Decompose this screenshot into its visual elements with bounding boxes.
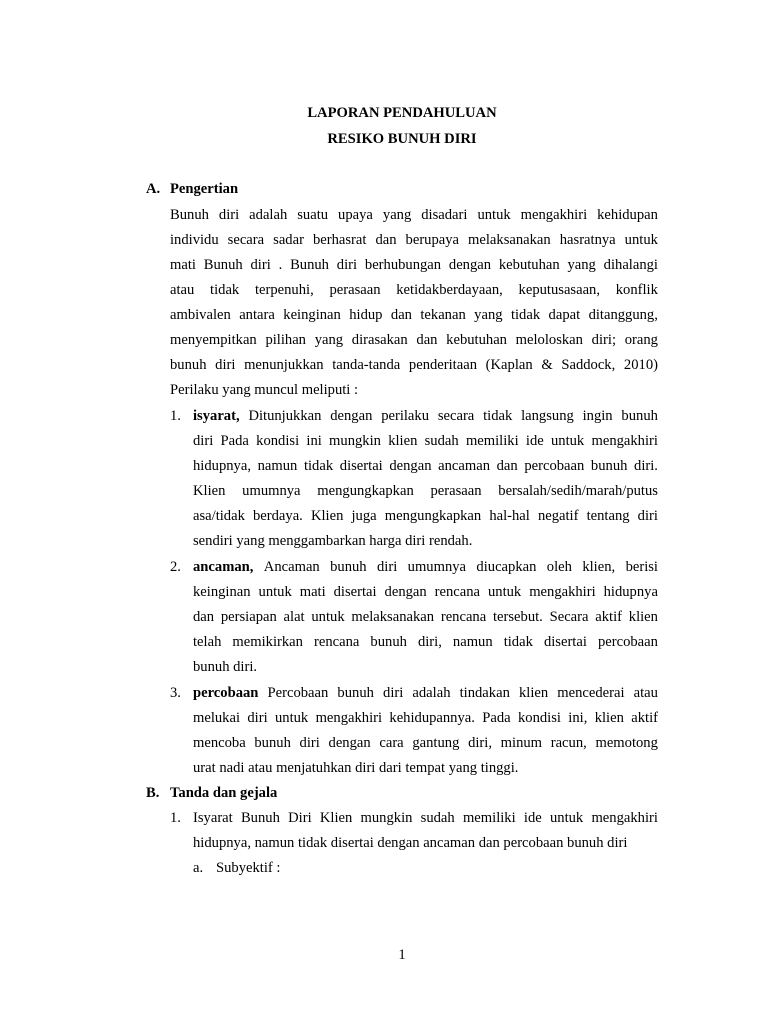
word: bunuh [370, 634, 407, 650]
word: sudah [420, 810, 455, 826]
list-item-line: bunuh diri. [193, 659, 258, 675]
word: . [278, 257, 283, 273]
word: hidupnya [603, 584, 658, 600]
word: diri [218, 207, 240, 223]
word: adalah [412, 685, 451, 701]
word: untuk [487, 584, 522, 600]
word: rencana [440, 609, 487, 625]
word: hasratnya [559, 232, 616, 248]
word: disertai [333, 584, 377, 600]
word: yang [382, 207, 412, 223]
word: kebutuhan [446, 332, 507, 348]
list-number: 2. [170, 559, 181, 575]
word: aktif [595, 609, 622, 625]
word: pilihan [265, 332, 306, 348]
word: tekanan [420, 307, 466, 323]
word: dengan [330, 408, 373, 424]
paragraph-line [170, 206, 658, 224]
list-item-term: isyarat, [193, 408, 240, 424]
word: diri [383, 685, 404, 701]
word: yang [474, 307, 503, 323]
word: Bunuh [203, 257, 243, 273]
word: mengungkapkan [384, 508, 482, 524]
word: Diri [288, 810, 312, 826]
word: terpenuhi, [254, 282, 314, 298]
word: adalah [249, 207, 288, 223]
word: 2010) [623, 357, 658, 373]
word: & [541, 357, 553, 373]
word: menunjukkan [244, 357, 324, 373]
paragraph-line [170, 306, 658, 324]
list-item-line [193, 457, 658, 475]
word: persiapan [220, 609, 277, 625]
word: tidak [503, 634, 533, 650]
list-item-first-line [193, 407, 658, 425]
word: menyempitkan [170, 332, 257, 348]
paragraph-line [170, 281, 658, 299]
paragraph-line [170, 356, 658, 374]
word: Bunuh [240, 810, 280, 826]
word: kondisi [517, 710, 561, 726]
word: suatu [297, 207, 329, 223]
word: dan [375, 232, 397, 248]
list-item-line: urat nadi atau menjatuhkan diri dari tempat yang tinggi. [193, 760, 519, 776]
word: dapat [548, 307, 581, 323]
word: minum [500, 735, 543, 751]
word: mencoba [193, 735, 246, 751]
word: bunuh [254, 735, 291, 751]
word: hidupnya, [193, 458, 251, 474]
word: keinginan [283, 307, 341, 323]
word: dihalangi [603, 257, 658, 273]
word: dengan [389, 458, 432, 474]
word: ide [523, 810, 542, 826]
word: tidak [210, 282, 240, 298]
word: bunuh [170, 357, 207, 373]
word: ditanggung, [588, 307, 658, 323]
word: berhasrat [312, 232, 367, 248]
word: memiliki [465, 433, 519, 449]
word: yang [567, 257, 596, 273]
word: untuk [550, 433, 585, 449]
word: rencana [434, 584, 481, 600]
word: memiliki [462, 810, 516, 826]
word: diri [250, 257, 271, 273]
word: berisi [625, 559, 658, 575]
word: percobaan [597, 634, 658, 650]
word: Secara [549, 609, 589, 625]
word: mengakhiri [529, 584, 596, 600]
word: diri [247, 710, 268, 726]
word: tentang [586, 508, 630, 524]
word: konflik [615, 282, 658, 298]
paragraph-line [170, 256, 658, 274]
word: rencana [314, 634, 360, 650]
word: mungkin [329, 433, 381, 449]
word: bersalah/sedih/marah/putus [498, 483, 658, 499]
word: umumnya [242, 483, 301, 499]
word: mencederai [557, 685, 625, 701]
word: klien [518, 685, 549, 701]
word: dengan [328, 735, 371, 751]
word: ancaman [438, 458, 490, 474]
word: melaksanakan [351, 609, 435, 625]
word: secara [227, 232, 265, 248]
word: berdaya. [252, 508, 303, 524]
sublist-item: Subyektif : [216, 860, 281, 876]
word: alat [283, 609, 305, 625]
word: cara [379, 735, 404, 751]
word: mengungkapkan [317, 483, 414, 499]
list-item-line [193, 809, 658, 827]
word: umumnya [407, 559, 467, 575]
list-item-line [193, 507, 658, 525]
word: mungkin [360, 810, 413, 826]
word: mati [170, 257, 196, 273]
word: atau [633, 685, 658, 701]
word: yang [314, 332, 344, 348]
list-item-line [193, 432, 658, 450]
word: bunuh [337, 685, 374, 701]
word: Klien [319, 810, 353, 826]
word: diri [637, 508, 658, 524]
word: diri [376, 559, 398, 575]
word: tindakan [459, 685, 510, 701]
list-item-line: hidupnya, namun tidak disertai dengan ancaman dan percobaan bunuh diri [193, 835, 628, 851]
page-number: 1 [398, 947, 406, 963]
word: gantung [412, 735, 460, 751]
word: dan [390, 307, 412, 323]
list-number: 1. [170, 408, 181, 424]
word: memotong [595, 735, 658, 751]
list-item-term: ancaman, [193, 559, 254, 575]
list-item-line [193, 633, 658, 651]
word: oleh [546, 559, 572, 575]
word: diri, [417, 634, 442, 650]
word: Klien [193, 483, 226, 499]
word: bunuh [330, 559, 367, 575]
word: tanda-tanda [332, 357, 401, 373]
word: negatif [537, 508, 579, 524]
word: untuk [258, 584, 292, 600]
word: namun [452, 634, 493, 650]
word: berupaya [405, 232, 460, 248]
word: diucapkan [476, 559, 537, 575]
word: bunuh [590, 458, 628, 474]
word: diri [299, 735, 320, 751]
word: individu [170, 232, 219, 248]
list-item-line [193, 734, 658, 752]
word: berhubungan [364, 257, 442, 273]
word: (Kaplan [485, 357, 533, 373]
list-item-first-line [193, 684, 658, 702]
word: Bunuh [170, 207, 209, 223]
word: aktif [631, 710, 658, 726]
word: orang [624, 332, 658, 348]
word: hal-hal [489, 508, 530, 524]
word: meloloskan [515, 332, 583, 348]
section-a-heading: Pengertian [170, 181, 239, 197]
word: memikirkan [232, 634, 303, 650]
word: penderitaan [408, 357, 477, 373]
word: klien [388, 433, 418, 449]
word: Bunuh [290, 257, 329, 273]
list-item-line [193, 482, 658, 500]
word: juga [351, 508, 377, 524]
word: mati [299, 584, 326, 600]
word: dan [193, 609, 215, 625]
section-b-marker: B. [146, 785, 160, 801]
paragraph-line: Perilaku yang muncul meliputi : [170, 382, 359, 398]
word: disadari [421, 207, 468, 223]
word: asa/tidak [193, 508, 245, 524]
word: perilaku [381, 408, 430, 424]
word: sadar [273, 232, 304, 248]
word: dengan [384, 584, 427, 600]
word: mengakhiri [315, 710, 383, 726]
word: Ancaman [263, 559, 320, 575]
word: kondisi [256, 433, 300, 449]
section-b-heading: Tanda dan gejala [170, 785, 278, 801]
word: namun [257, 458, 298, 474]
list-number: 1. [170, 810, 181, 826]
word: keinginan [193, 584, 251, 600]
word: untuk [477, 207, 511, 223]
word: perasaan [329, 282, 381, 298]
word: dirasakan [351, 332, 408, 348]
list-item-line [193, 583, 658, 601]
word: untuk [311, 609, 345, 625]
word: diri. [634, 458, 658, 474]
word: Ditunjukkan [248, 408, 322, 424]
word: langsung [521, 408, 574, 424]
word: disertai [543, 634, 587, 650]
word: antara [239, 307, 275, 323]
word: diri, [468, 735, 492, 751]
word: mengakhiri [591, 810, 658, 826]
word: Pada [220, 433, 249, 449]
word: melaksanakan [468, 232, 551, 248]
list-item-line [193, 608, 658, 626]
list-item-line: sendiri yang menggambarkan harga diri rendah. [193, 533, 473, 549]
word: tersebut. [492, 609, 543, 625]
word: diri [193, 433, 214, 449]
word: upaya [338, 207, 373, 223]
word: Isyarat [193, 810, 233, 826]
word: ingin [582, 408, 613, 424]
word: racun, [550, 735, 587, 751]
word: secara [437, 408, 475, 424]
word: sudah [424, 433, 459, 449]
word: kehidupannya. [389, 710, 475, 726]
word: Klien [310, 508, 344, 524]
word: diri [215, 357, 236, 373]
list-item-first-line [193, 558, 658, 576]
word: telah [193, 634, 222, 650]
word: atau [170, 282, 195, 298]
word: ini [306, 433, 322, 449]
word: kehidupan [597, 207, 658, 223]
word: untuk [624, 232, 658, 248]
word: untuk [549, 810, 584, 826]
paragraph-line [170, 231, 658, 249]
word: tidak [510, 307, 541, 323]
word: Pada [482, 710, 511, 726]
word: Saddock, [561, 357, 616, 373]
word: dan [416, 332, 438, 348]
word: ini, [568, 710, 588, 726]
word: dengan [448, 257, 492, 273]
word: ambivalen [170, 307, 231, 323]
word: mengakhiri [520, 207, 588, 223]
word: untuk [274, 710, 309, 726]
sublist-marker: a. [193, 860, 204, 876]
word: percobaan [524, 458, 585, 474]
list-item-term: percobaan [193, 685, 259, 701]
word: tidak [483, 408, 513, 424]
word: ide [525, 433, 544, 449]
word: keputusasaan, [518, 282, 601, 298]
word: dan [496, 458, 518, 474]
word: disertai [339, 458, 383, 474]
word: hidup [349, 307, 383, 323]
section-a-marker: A. [146, 181, 161, 197]
word: klien, [582, 559, 616, 575]
word: klien [628, 609, 658, 625]
word: diri; [591, 332, 616, 348]
word: klien [594, 710, 624, 726]
word: diri [336, 257, 358, 273]
document-subtitle: RESIKO BUNUH DIRI [327, 131, 477, 147]
word: bunuh [621, 408, 658, 424]
word: Percobaan [267, 685, 329, 701]
list-item-line [193, 709, 658, 727]
word: melukai [193, 710, 241, 726]
paragraph-line [170, 331, 658, 349]
word: mengakhiri [591, 433, 658, 449]
word: kebutuhan [498, 257, 560, 273]
word: tidak [303, 458, 334, 474]
word: perasaan [430, 483, 482, 499]
word: ketidakberdayaan, [396, 282, 503, 298]
list-number: 3. [170, 685, 181, 701]
document-title: LAPORAN PENDAHULUAN [307, 105, 497, 121]
